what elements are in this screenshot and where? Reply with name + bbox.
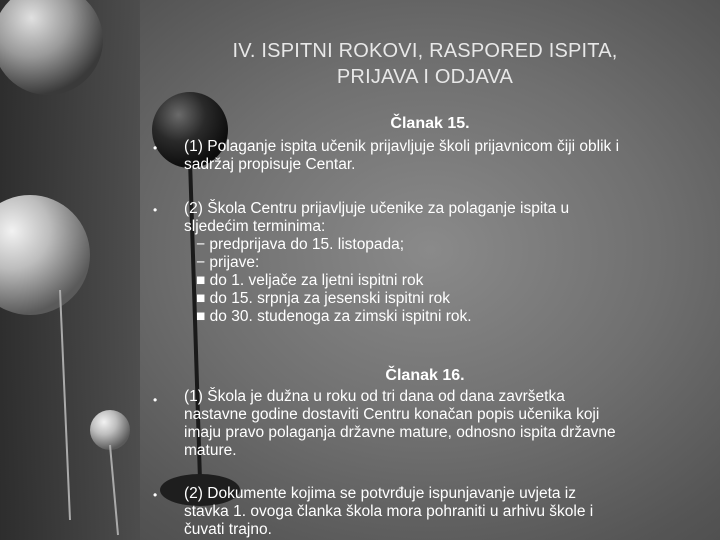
- bullet-marker: •: [153, 203, 158, 217]
- article-heading: Članak 16.: [385, 367, 465, 384]
- sub-sub-item: ■ do 15. srpnja za jesenski ispitni rok: [196, 290, 451, 307]
- paragraph-line: (2) Dokumente kojima se potvrđuje ispunjavanje uvjeta iz: [184, 485, 577, 502]
- paragraph-line: mature.: [184, 442, 237, 459]
- article-paragraph: [184, 138, 694, 174]
- article-paragraph: [184, 485, 694, 539]
- paragraph-line: (1) Polaganje ispita učenik prijavljuje školi prijavnicom čiji oblik i: [184, 138, 620, 155]
- article-heading: Članak 15.: [390, 115, 470, 132]
- paragraph-line: sadržaj propisuje Centar.: [184, 156, 356, 173]
- title-line-1: IV. ISPITNI ROKOVI, RASPORED ISPITA,: [232, 40, 618, 62]
- paragraph-line: sljedećim terminima:: [184, 218, 326, 235]
- paragraph-line: stavka 1. ovoga članka škola mora pohraniti u arhivu škole i: [184, 503, 594, 520]
- title-line-2: PRIJAVA I ODJAVA: [336, 66, 514, 88]
- paragraph-line: čuvati trajno.: [184, 521, 272, 538]
- bullet-marker: •: [153, 141, 158, 155]
- article-paragraph: [184, 200, 694, 326]
- article-paragraph: [184, 388, 694, 460]
- paragraph-line: (1) Škola je dužna u roku od tri dana od dana završetka: [184, 388, 565, 405]
- bullet-marker: •: [153, 488, 158, 502]
- paragraph-line: (2) Škola Centru prijavljuje učenike za polaganje ispita u: [184, 200, 570, 217]
- paragraph-line: imaju pravo polaganja državne mature, odnosno ispita državne: [184, 424, 616, 441]
- paragraph-line: nastavne godine dostaviti Centru konačan popis učenika koji: [184, 406, 600, 423]
- sub-item: − prijave:: [196, 254, 260, 271]
- sub-item: − predprijava do 15. listopada;: [196, 236, 405, 253]
- sub-sub-item: ■ do 1. veljače za ljetni ispitni rok: [196, 272, 424, 289]
- bullet-marker: •: [153, 393, 158, 407]
- sub-sub-item: ■ do 30. studenoga za zimski ispitni rok.: [196, 308, 472, 325]
